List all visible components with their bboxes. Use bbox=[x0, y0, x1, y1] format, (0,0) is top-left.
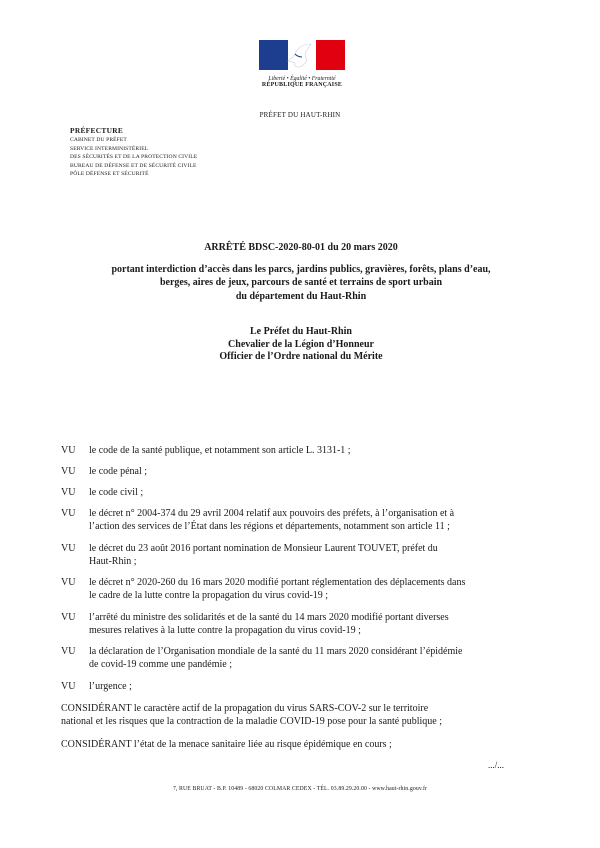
visa-text-line: Haut-Rhin ; bbox=[89, 556, 137, 568]
vu-label: VU bbox=[61, 487, 76, 498]
visa-text: le code civil ; bbox=[89, 487, 144, 498]
service-line: SERVICE INTERMINISTÉRIEL bbox=[70, 145, 149, 152]
service-title: PRÉFECTURE bbox=[70, 126, 124, 135]
vu-label: VU bbox=[61, 508, 76, 519]
vu-label: VU bbox=[61, 681, 76, 692]
considerant-item bbox=[61, 738, 534, 751]
visa-text-line: l’action des services de l’État dans les régions et départements, notamment son article 11 ; bbox=[89, 521, 450, 533]
prefet-title-line: Le Préfet du Haut-Rhin bbox=[250, 326, 352, 337]
marianne-profile-icon bbox=[281, 42, 321, 69]
visa-text-line: de covid-19 comme une pandémie ; bbox=[89, 659, 233, 671]
considerant-line: CONSIDÉRANT le caractère actif de la propagation du virus SARS-COV-2 sur le territoire bbox=[61, 703, 429, 714]
service-line: CABINET DU PRÉFET bbox=[70, 137, 127, 143]
visa-text-line: l’arrêté du ministre des solidarités et de la santé du 14 mars 2020 modifié portant diverses bbox=[89, 612, 449, 623]
service-line: BUREAU DE DÉFENSE ET DE SÉCURITÉ CIVILE bbox=[70, 162, 197, 169]
service-line: PÔLE DÉFENSE ET SÉCURITÉ bbox=[70, 171, 149, 178]
arrete-title: ARRÊTÉ BDSC-2020-80-01 du 20 mars 2020 bbox=[204, 242, 398, 253]
vu-label: VU bbox=[61, 612, 76, 623]
visa-text-line: le cadre de la lutte contre la propagation du virus covid-19 ; bbox=[89, 590, 329, 602]
visa-text bbox=[89, 542, 533, 569]
service-header bbox=[70, 126, 197, 179]
service-line: DES SÉCURITÉS ET DE LA PROTECTION CIVILE bbox=[70, 154, 198, 161]
visa-text bbox=[89, 507, 533, 534]
vu-label: VU bbox=[61, 543, 76, 554]
purpose-line: portant interdiction d’accès dans les parcs, jardins publics, gravières, forêts, plans d’eau, bbox=[111, 264, 491, 275]
visa-text bbox=[89, 576, 533, 603]
considerant-line: national et les risques que la contraction de la maladie COVID-19 pose pour la santé publique ; bbox=[61, 716, 443, 728]
visa-text: le code pénal ; bbox=[89, 466, 148, 477]
prefet-du-haut-rhin: PRÉFET DU HAUT-RHIN bbox=[259, 111, 341, 119]
visa-text: le code de la santé publique, et notamment son article L. 3131-1 ; bbox=[89, 445, 351, 456]
visa-text-line: mesures relatives à la lutte contre la propagation du virus covid-19 ; bbox=[89, 625, 361, 637]
arrete-purpose bbox=[70, 263, 532, 303]
logo-republique-francaise: RÉPUBLIQUE FRANÇAISE bbox=[261, 82, 343, 88]
republique-francaise-logo bbox=[256, 40, 348, 88]
tricolor-flag bbox=[259, 40, 345, 70]
visa-text bbox=[89, 611, 533, 638]
prefet-titles bbox=[70, 326, 532, 364]
purpose-line: du département du Haut-Rhin bbox=[235, 290, 367, 302]
logo-motto: Liberté • Égalité • Fraternité bbox=[268, 76, 336, 82]
visa-text bbox=[89, 645, 533, 672]
visa-text-line: la déclaration de l’Organisation mondiale de la santé du 11 mars 2020 considérant l’épidémie bbox=[89, 646, 463, 657]
footer-address: 7, RUE BRUAT - B.P. 10489 - 68020 COLMAR CEDEX - TÉL. 03.89.29.20.00 - www.haut-rhin.gouv.fr bbox=[172, 786, 428, 792]
vu-label: VU bbox=[61, 577, 76, 588]
prefet-title-line: Chevalier de la Légion d’Honneur bbox=[228, 338, 374, 350]
visa-text-line: le décret n° 2004-374 du 29 avril 2004 relatif aux pouvoirs des préfets, à l’organisation et à bbox=[89, 508, 455, 519]
vu-label: VU bbox=[61, 445, 76, 456]
vu-label: VU bbox=[61, 466, 76, 477]
continuation-mark: .../... bbox=[488, 760, 505, 770]
considerant-item bbox=[61, 702, 534, 729]
purpose-line: berges, aires de jeux, parcours de santé et terrains de sport urbain bbox=[159, 277, 443, 289]
visa-text-line: le décret n° 2020-260 du 16 mars 2020 modifié portant réglementation des déplacements dans bbox=[89, 577, 466, 588]
vu-label: VU bbox=[61, 646, 76, 657]
visa-text: l’urgence ; bbox=[89, 681, 132, 692]
visa-text-line: le décret du 23 août 2016 portant nomination de Monsieur Laurent TOUVET, préfet du bbox=[89, 543, 438, 554]
prefet-title-line: Officier de l’Ordre national du Mérite bbox=[219, 351, 383, 363]
considerant-line: CONSIDÉRANT l’état de la menace sanitaire liée au risque épidémique en cours ; bbox=[61, 739, 392, 750]
